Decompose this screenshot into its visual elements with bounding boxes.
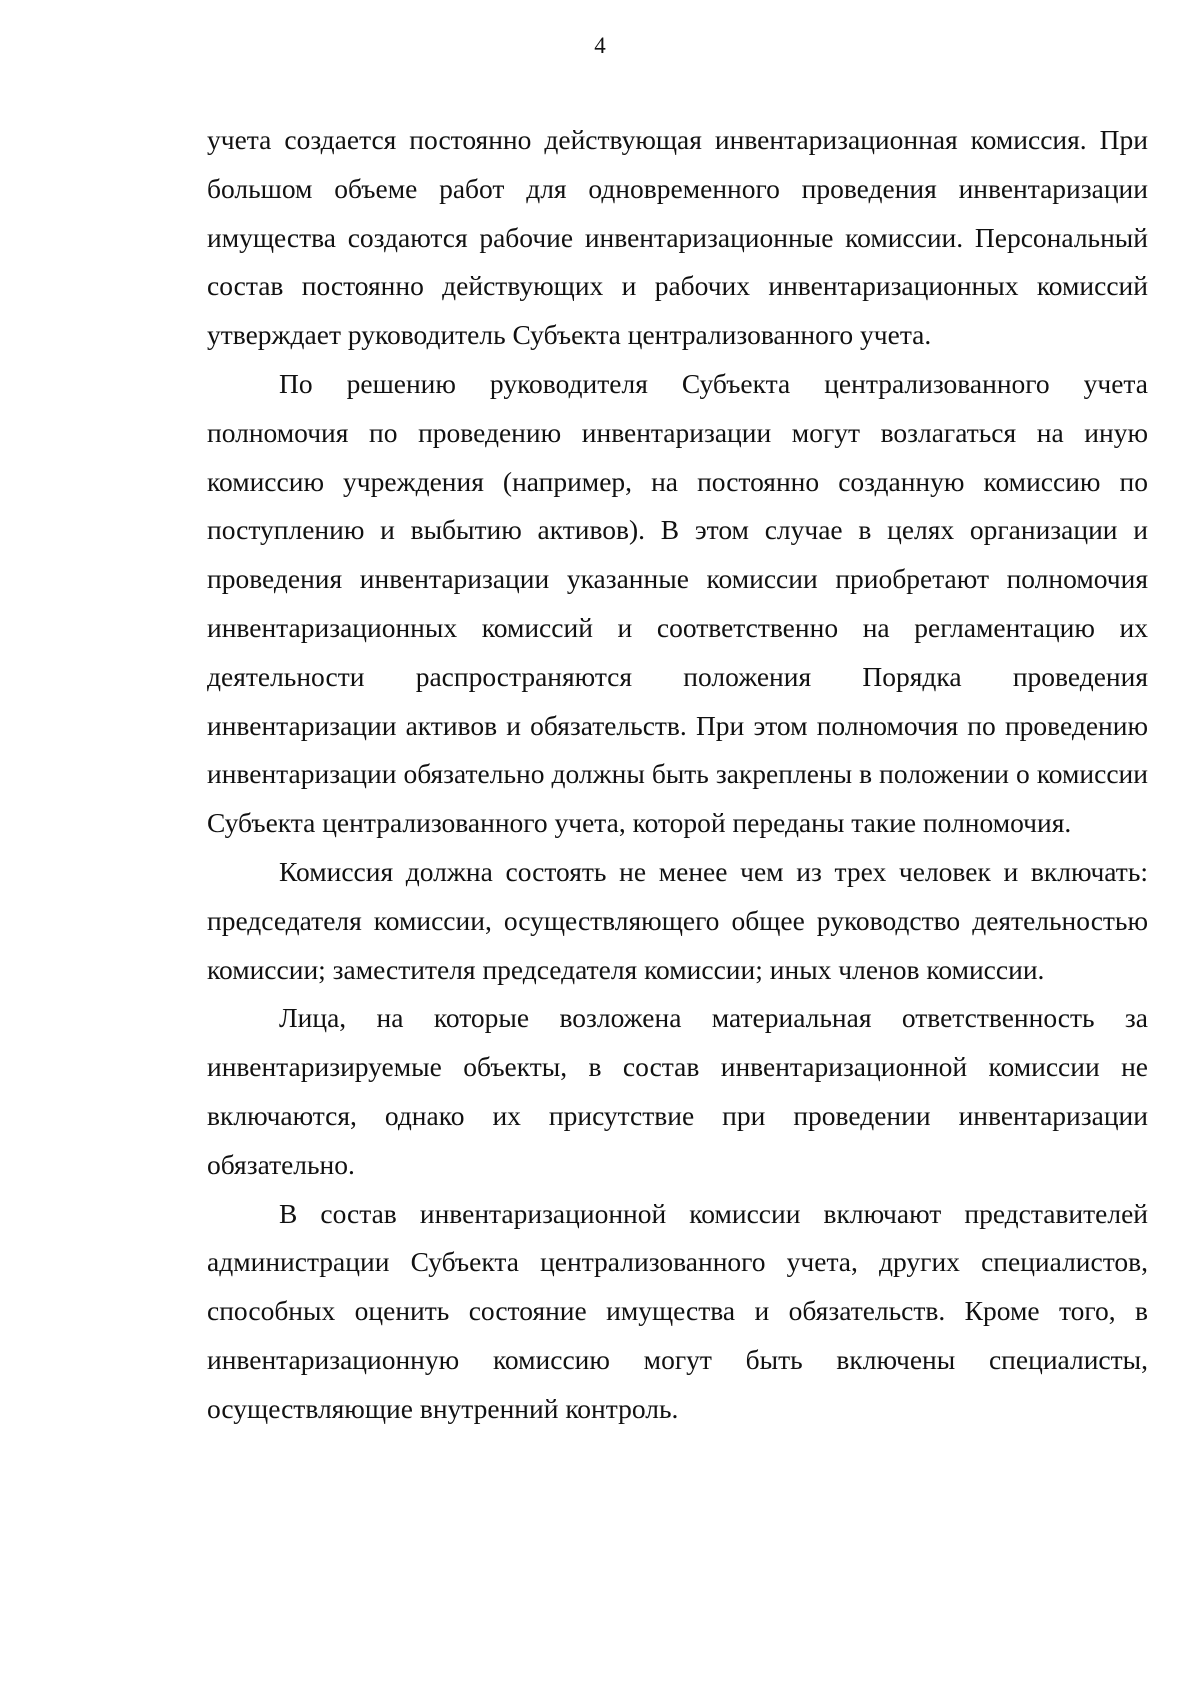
paragraph-commission-composition: Комиссия должна состоять не менее чем из трех человек и включать: председателя комиссии, осуществляющего общее руководство деятельностью комиссии; заместителя председателя комиссии; иных членов комиссии. xyxy=(207,855,1148,985)
paragraph-commission-members: В состав инвентаризационной комиссии включают представителей администрации Субъекта централизованного учета, других специалистов, способных оценить состояние имущества и обязательств. Кроме того, в инвентаризационную комиссию могут быть включены специалисты, осуществляющие внутренний контроль. xyxy=(207,1197,1148,1424)
page-number: 4 xyxy=(594,33,606,58)
paragraph-continuation: учета создается постоянно действующая инвентаризационная комиссия. При большом объеме работ для одновременного проведения инвентаризации имущества создаются рабочие инвентаризационные комиссии. Персональный состав постоянно действующих и рабочих инвентаризационных комиссий утверждает руководитель Субъекта централизованного учета. xyxy=(207,124,1148,351)
paragraph-delegation-of-authority: По решению руководителя Субъекта централизованного учета полномочия по проведению инвентаризации могут возлагаться на иную комиссию учреждения (например, на постоянно созданную комиссию по поступлению и выбытию активов). В этом случае в целях организации и проведения инвентаризации указанные комиссии приобретают полномочия инвентаризационных комиссий и соответственно на регламентацию их деятельности распространяются положения Порядка проведения инвентаризации активов и обязательств. При этом полномочия по проведению инвентаризации обязательно должны быть закреплены в положении о комиссии Субъекта централизованного учета, которой переданы такие полномочия. xyxy=(207,367,1148,839)
paragraph-liable-persons: Лица, на которые возложена материальная ответственность за инвентаризируемые объекты, в состав инвентаризационной комиссии не включаются, однако их присутствие при проведении инвентаризации обязательно. xyxy=(207,1002,1148,1180)
document-body xyxy=(207,116,1148,1434)
